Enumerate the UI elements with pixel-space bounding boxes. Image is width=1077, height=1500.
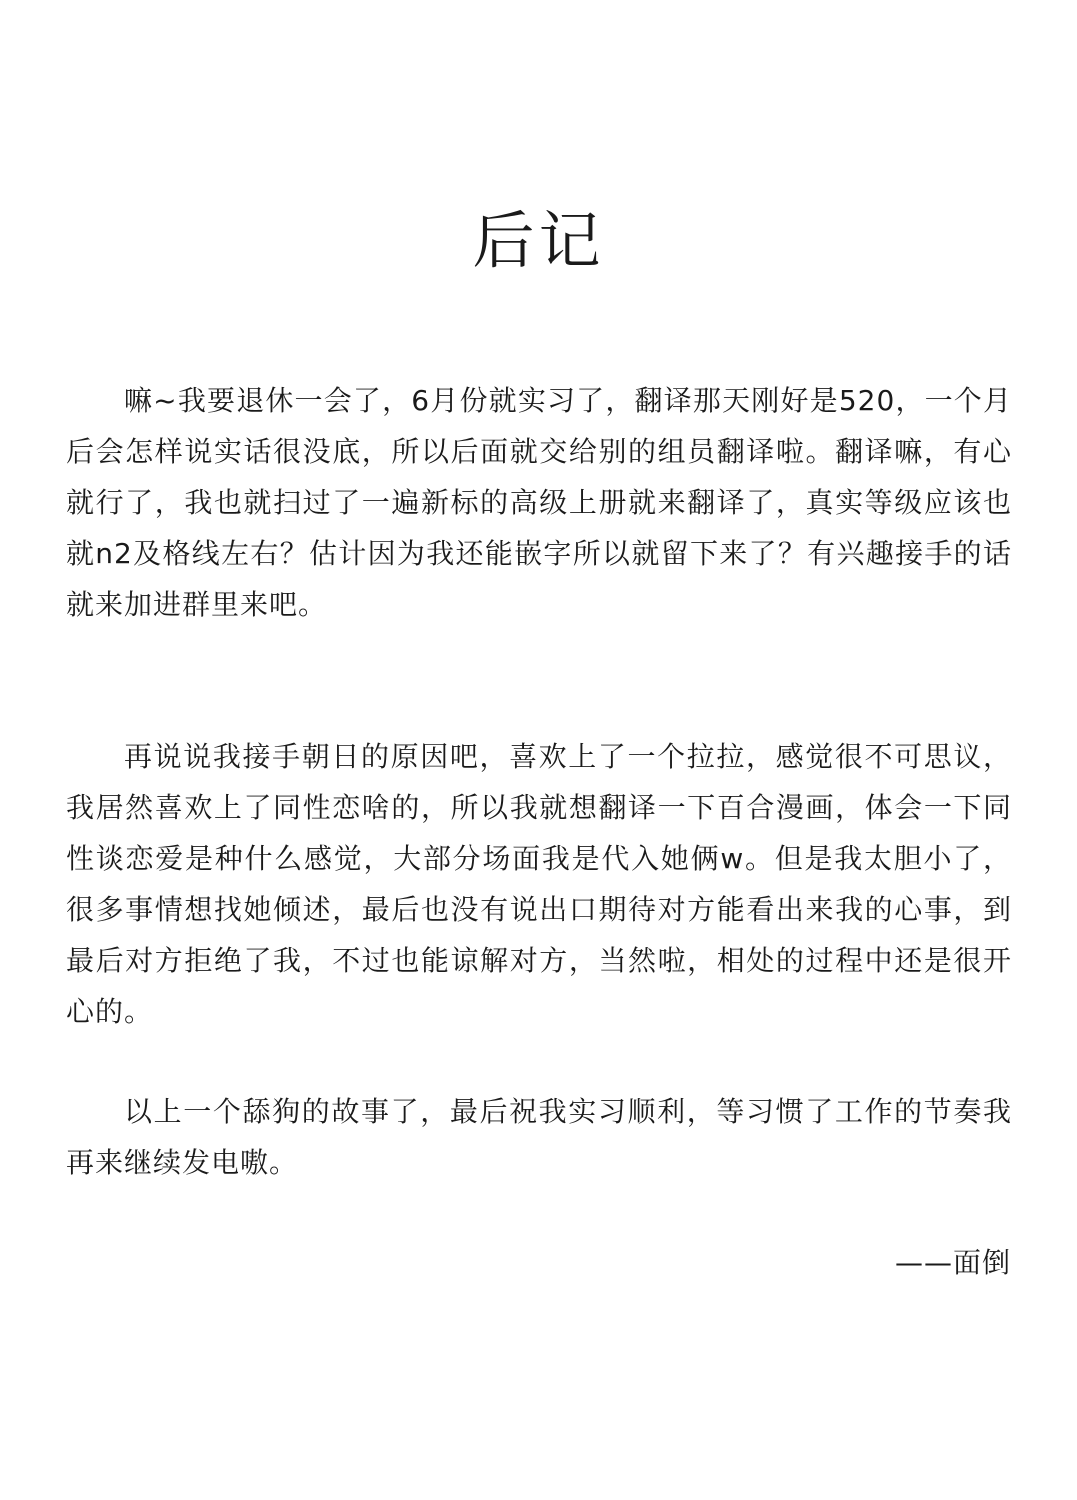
- page-title: 后记: [472, 204, 605, 277]
- paragraph-reason: 再说说我接手朝日的原因吧，喜欢上了一个拉拉，感觉很不可思议，我居然喜欢上了同性恋啥的，所以我就想翻译一下百合漫画，体会一下同性谈恋爱是种什么感觉，大部分场面我是代入她俩w。但是我太胆小了，很多事情想找她倾述，最后也没有说出口期待对方能看出来我的心事，到最后对方拒绝了我，不过也能谅解对方，当然啦，相处的过程中还是很开心的。: [66, 740, 1012, 1028]
- author-signature: ——面倒: [894, 1246, 1011, 1279]
- paragraph-closing: 以上一个舔狗的故事了，最后祝我实习顺利，等习惯了工作的节奏我再来继续发电嗷。: [66, 1095, 1012, 1179]
- paragraph-retirement: 嘛~我要退休一会了，6月份就实习了，翻译那天刚好是520，一个月后会怎样说实话很没底，所以后面就交给别的组员翻译啦。翻译嘛，有心就行了，我也就扫过了一遍新标的高级上册就来翻译了，真实等级应该也就n2及格线左右？估计因为我还能嵌字所以就留下来了？有兴趣接手的话就来加进群里来吧。: [66, 384, 1012, 621]
